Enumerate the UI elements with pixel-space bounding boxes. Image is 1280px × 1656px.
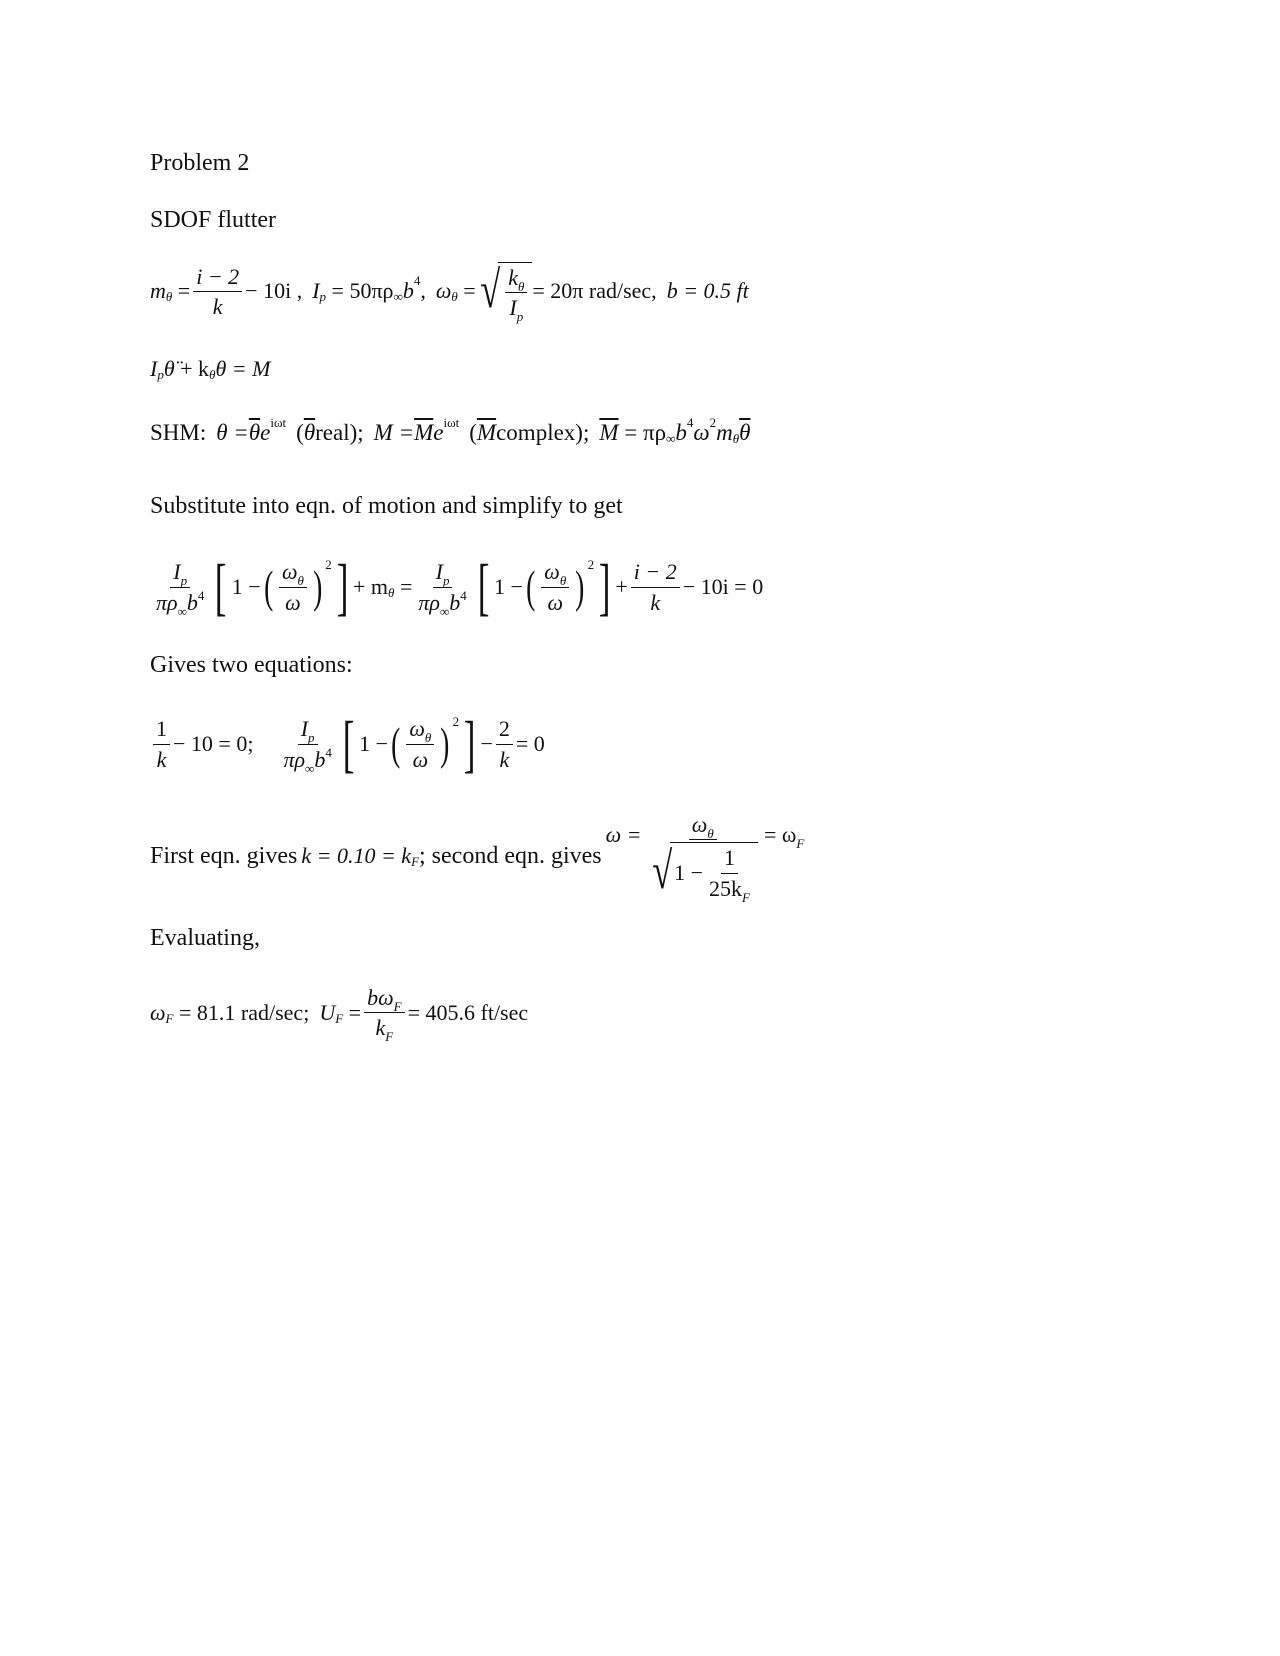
equation-of-motion: I p θ̈ + k θ θ = M xyxy=(150,356,271,382)
two-equations-text: Gives two equations: xyxy=(150,652,353,678)
fraction-i2-over-k: $\frac{i - 2}{k}$ xyxy=(193,264,242,320)
problem-title: Problem 2 xyxy=(150,150,250,176)
substitute-text: Substitute into eqn. of motion and simplify to get xyxy=(150,493,623,519)
parameters-equation: m θ = $\frac{i - 2}{k}$ − 10i , I p = 50πρ ∞ b 4 , ω θ = √ $\frac{k_\theta}{I_p}$ = 20π rad/sec, b = 0.5 ft xyxy=(150,262,749,325)
shm-assumption: SHM: θ = $\overline{\theta}$ e iωt ( $\overline{\theta}$ real); M = $\overline{M}$ e iωt ( $\overline{M}$ complex); $\overline{M}$ = πρ ∞ b 4 ω 2 m θ $\overline{\theta}$ xyxy=(150,415,751,446)
complex-flutter-equation: $\frac{I_p}{\pi\rho_\infty b^4}$ [ 1 − ( $\frac{\omega_\theta}{\omega}$ ) 2 ] + m θ = $\frac{I_p}{\pi\rho_\infty b^4}$ [ 1 − ( $\frac{\omega_\theta}{\omega}$ ) 2 ] + $\frac{i - 2}{k}$ − 10i = 0 xyxy=(156,551,764,622)
final-result: ω F = 81.1 rad/sec; U F = $\frac{b\omega_F}{k_F}$ = 405.6 ft/sec xyxy=(150,985,529,1045)
evaluating-text: Evaluating, xyxy=(150,925,260,951)
section-title: SDOF flutter xyxy=(150,207,276,233)
sqrt-k-over-ip: √ $\frac{k_\theta}{I_p}$ xyxy=(476,262,533,321)
two-equations: $\frac{1}{k}$ − 10 = 0; $\frac{I_p}{\pi\rho_\infty b^4}$ [ 1 − ( $\frac{\omega_\theta}{\omega}$ ) 2 ] − $\frac{2}{k}$ = 0 xyxy=(150,712,545,776)
m-theta: m xyxy=(150,278,166,304)
result-line: First eqn. gives k = 0.10 = k F ; second eqn. gives ω = $\omega_\theta$ √ 1 − $\frac{1}{25k_F}$ = $\omega_F$ xyxy=(150,812,805,905)
